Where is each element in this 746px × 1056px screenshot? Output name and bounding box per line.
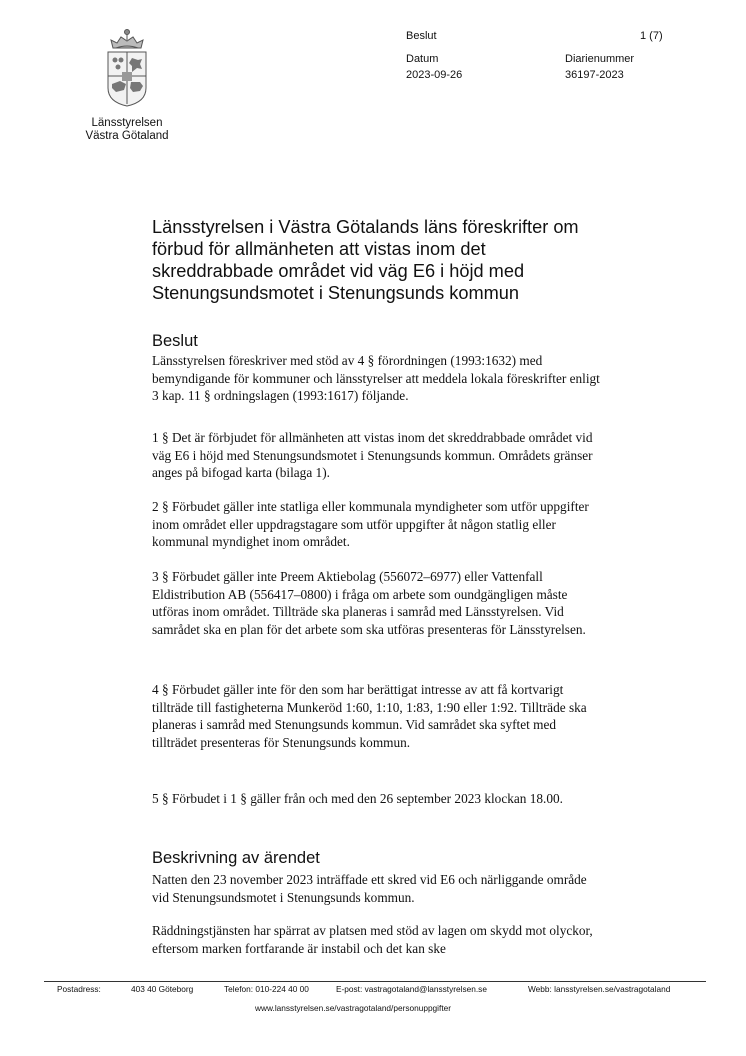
coat-of-arms-icon bbox=[104, 28, 150, 110]
section-heading-beslut: Beslut bbox=[152, 332, 198, 350]
paragraph-5: 5 § Förbudet i 1 § gäller från och med den 26 september 2023 klockan 18.00. bbox=[152, 791, 563, 806]
date-label: Datum bbox=[406, 53, 439, 65]
paragraph-b2: Räddningstjänsten har spärrat av platsen med stöd av lagen om skydd mot olyckor, eftersom marken fortfarande är instabil och det kan ske bbox=[152, 923, 593, 956]
document-title: Länsstyrelsen i Västra Götalands läns föreskrifter om förbud för allmänheten att vistas inom det skreddrabbade området vid väg E6 i höjd med Stenungsundsmotet i Stenungsunds kommun bbox=[152, 217, 579, 303]
diarie-value: 36197-2023 bbox=[565, 69, 624, 81]
footer-email[interactable]: E-post: vastragotaland@lansstyrelsen.se bbox=[336, 984, 487, 994]
org-name-line1: Länsstyrelsen bbox=[91, 117, 163, 129]
section-heading-beskrivning: Beskrivning av ärendet bbox=[152, 849, 320, 867]
org-name bbox=[60, 117, 194, 143]
paragraph-1: 1 § Det är förbjudet för allmänheten att vistas inom det skreddrabbade området vid väg E6 i höjd med Stenungsundsmotet i Stenungsunds kommun. Områdets gränser anges på bifogad karta (bilaga 1). bbox=[152, 430, 593, 481]
footer-privacy-link[interactable]: www.lansstyrelsen.se/vastragotaland/personuppgifter bbox=[255, 1003, 452, 1013]
footer-postal-value: 403 40 Göteborg bbox=[131, 984, 194, 994]
org-name-line2: Västra Götaland bbox=[85, 130, 169, 142]
page-number: 1 (7) bbox=[640, 30, 663, 42]
paragraph-2: 2 § Förbudet gäller inte statliga eller kommunala myndigheter som utför uppgifter inom området eller uppdragstagare som utför uppgifter åt någon statlig eller kommunal myndighet inom området. bbox=[152, 499, 589, 550]
paragraph-4: 4 § Förbudet gäller inte för den som har berättigat intresse av att få kortvarigt tillträde till fastigheterna Munkeröd 1:60, 1:10, 1:83, 1:90 eller 1:92. Tillträde ska planeras i samråd med Stenungsunds kommun. Vid samrådet ska syftet med tillträdet presenteras för Stenungsunds kommun. bbox=[152, 682, 587, 750]
diarie-label: Diarienummer bbox=[565, 53, 635, 65]
paragraph-intro: Länsstyrelsen föreskriver med stöd av 4 § förordningen (1993:1632) med bemyndigande för kommuner och länsstyrelser att meddela lokala föreskrifter enligt 3 kap. 11 § ordningslagen (1993:1617) följande. bbox=[152, 353, 600, 404]
footer-web[interactable]: Webb: lansstyrelsen.se/vastragotaland bbox=[528, 984, 671, 994]
date-value: 2023-09-26 bbox=[406, 69, 463, 81]
footer-phone: Telefon: 010-224 40 00 bbox=[224, 984, 309, 994]
doc-type: Beslut bbox=[406, 30, 437, 42]
paragraph-3: 3 § Förbudet gäller inte Preem Aktiebolag (556072–6977) eller Vattenfall Eldistribution AB (556417–0800) i fråga om arbete som oundgängligen måste utföras inom området. Tillträde ska planeras i samråd med Länsstyrelsen. Vid samrådet ska en plan för det arbete som ska utföras presenteras för Länsstyrelsen. bbox=[152, 569, 586, 637]
paragraph-b1: Natten den 23 november 2023 inträffade ett skred vid E6 och närliggande område vid Stenungsundsmotet i Stenungsunds kommun. bbox=[152, 872, 587, 905]
footer-postal-label: Postadress: bbox=[57, 984, 101, 994]
footer-divider bbox=[44, 981, 706, 982]
